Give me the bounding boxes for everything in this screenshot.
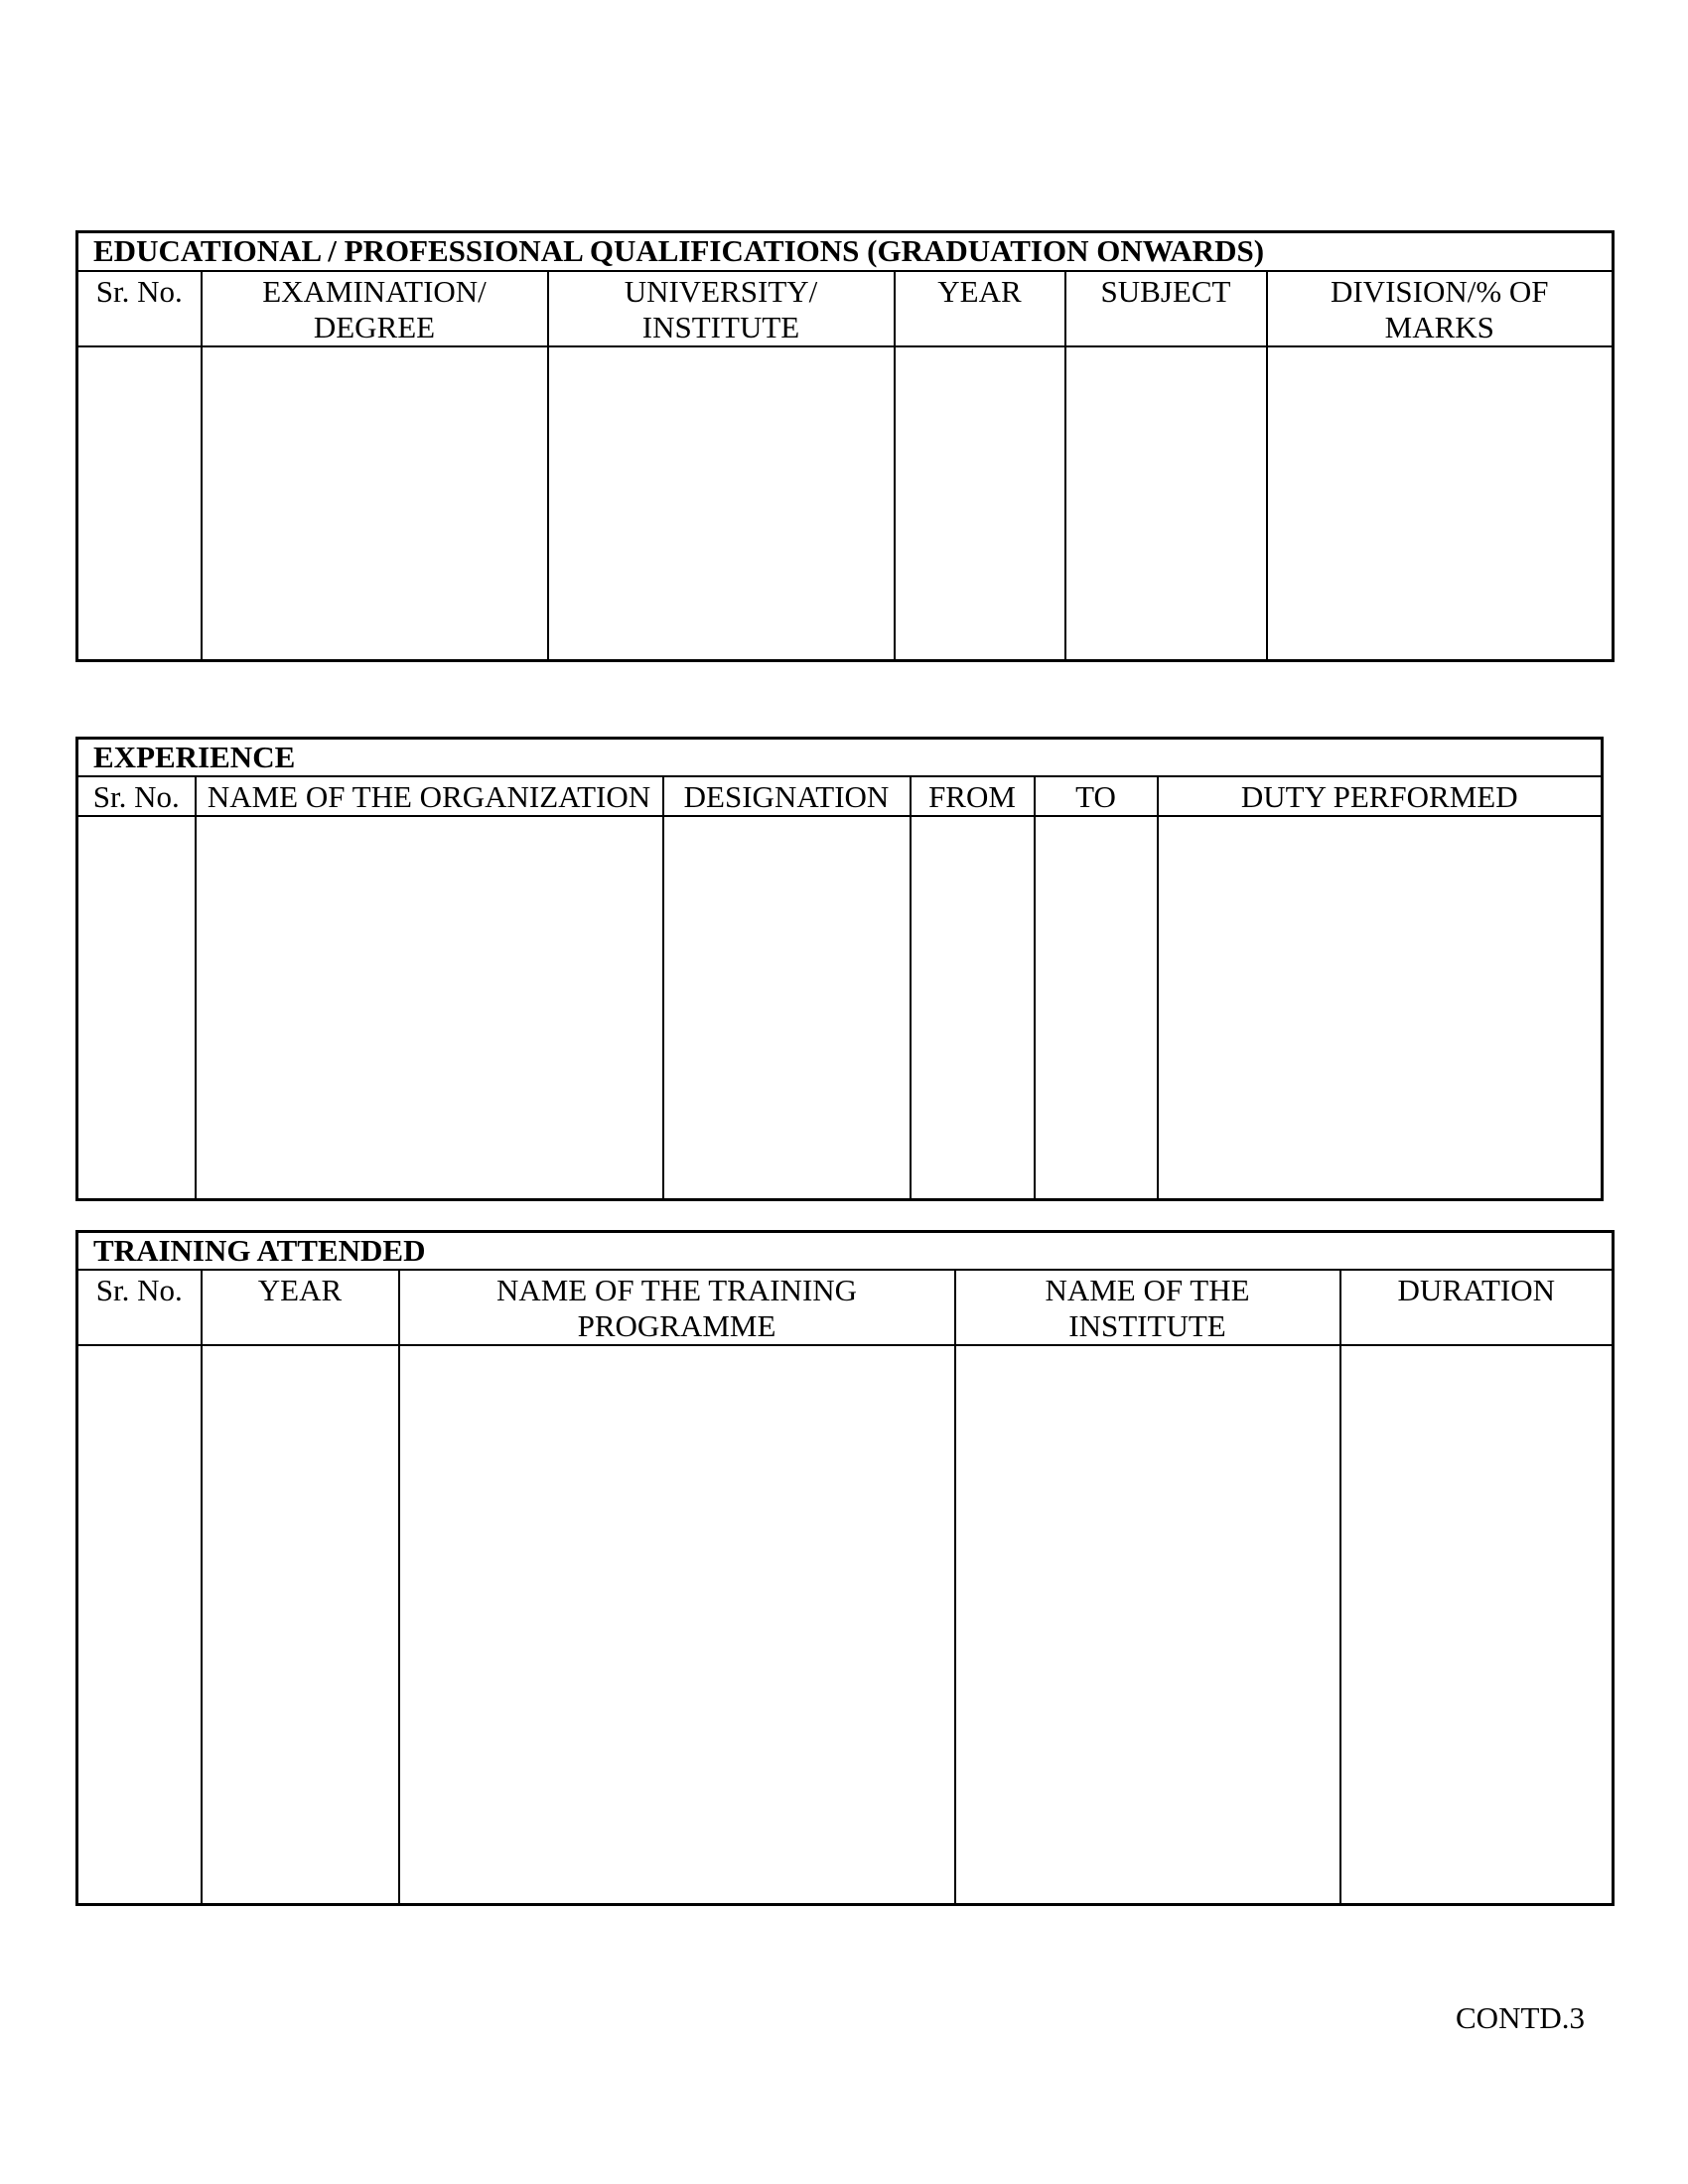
exp-cell-designation[interactable] (663, 816, 911, 1200)
header-year: YEAR (895, 271, 1065, 346)
exp-cell-to[interactable] (1035, 816, 1158, 1200)
edu-cell-subject[interactable] (1065, 346, 1267, 661)
trn-cell-sr-no[interactable] (77, 1345, 202, 1905)
header-designation: DESIGNATION (663, 776, 911, 816)
edu-cell-university[interactable] (548, 346, 895, 661)
trn-cell-programme[interactable] (399, 1345, 955, 1905)
continued-marker: CONTD.3 (1456, 2000, 1586, 2035)
header-duty-performed: DUTY PERFORMED (1158, 776, 1603, 816)
header-organization: NAME OF THE ORGANIZATION (196, 776, 663, 816)
training-table (75, 1230, 1615, 1906)
header-division-marks: DIVISION/% OF MARKS (1267, 271, 1614, 346)
education-section-title: EDUCATIONAL / PROFESSIONAL QUALIFICATIONS (GRADUATION ONWARDS) (77, 232, 1614, 271)
header-sr-no: Sr. No. (77, 776, 196, 816)
trn-cell-institute[interactable] (955, 1345, 1340, 1905)
header-university-institute: UNIVERSITY/ INSTITUTE (548, 271, 895, 346)
header-examination-degree: EXAMINATION/ DEGREE (202, 271, 548, 346)
edu-cell-division[interactable] (1267, 346, 1614, 661)
education-table (75, 230, 1615, 662)
experience-section-title: EXPERIENCE (77, 739, 1603, 776)
edu-cell-year[interactable] (895, 346, 1065, 661)
edu-cell-examination[interactable] (202, 346, 548, 661)
trn-cell-year[interactable] (202, 1345, 399, 1905)
header-training-programme: NAME OF THE TRAINING PROGRAMME (399, 1270, 955, 1345)
experience-table (75, 737, 1604, 1201)
exp-cell-organization[interactable] (196, 816, 663, 1200)
header-institute: NAME OF THE INSTITUTE (955, 1270, 1340, 1345)
edu-cell-sr-no[interactable] (77, 346, 202, 661)
header-duration: DURATION (1340, 1270, 1614, 1345)
training-section-title: TRAINING ATTENDED (77, 1232, 1614, 1270)
trn-cell-duration[interactable] (1340, 1345, 1614, 1905)
header-year: YEAR (202, 1270, 399, 1345)
header-sr-no: Sr. No. (77, 1270, 202, 1345)
header-to: TO (1035, 776, 1158, 816)
header-sr-no: Sr. No. (77, 271, 202, 346)
header-from: FROM (911, 776, 1035, 816)
header-subject: SUBJECT (1065, 271, 1267, 346)
exp-cell-duty[interactable] (1158, 816, 1603, 1200)
exp-cell-from[interactable] (911, 816, 1035, 1200)
exp-cell-sr-no[interactable] (77, 816, 196, 1200)
